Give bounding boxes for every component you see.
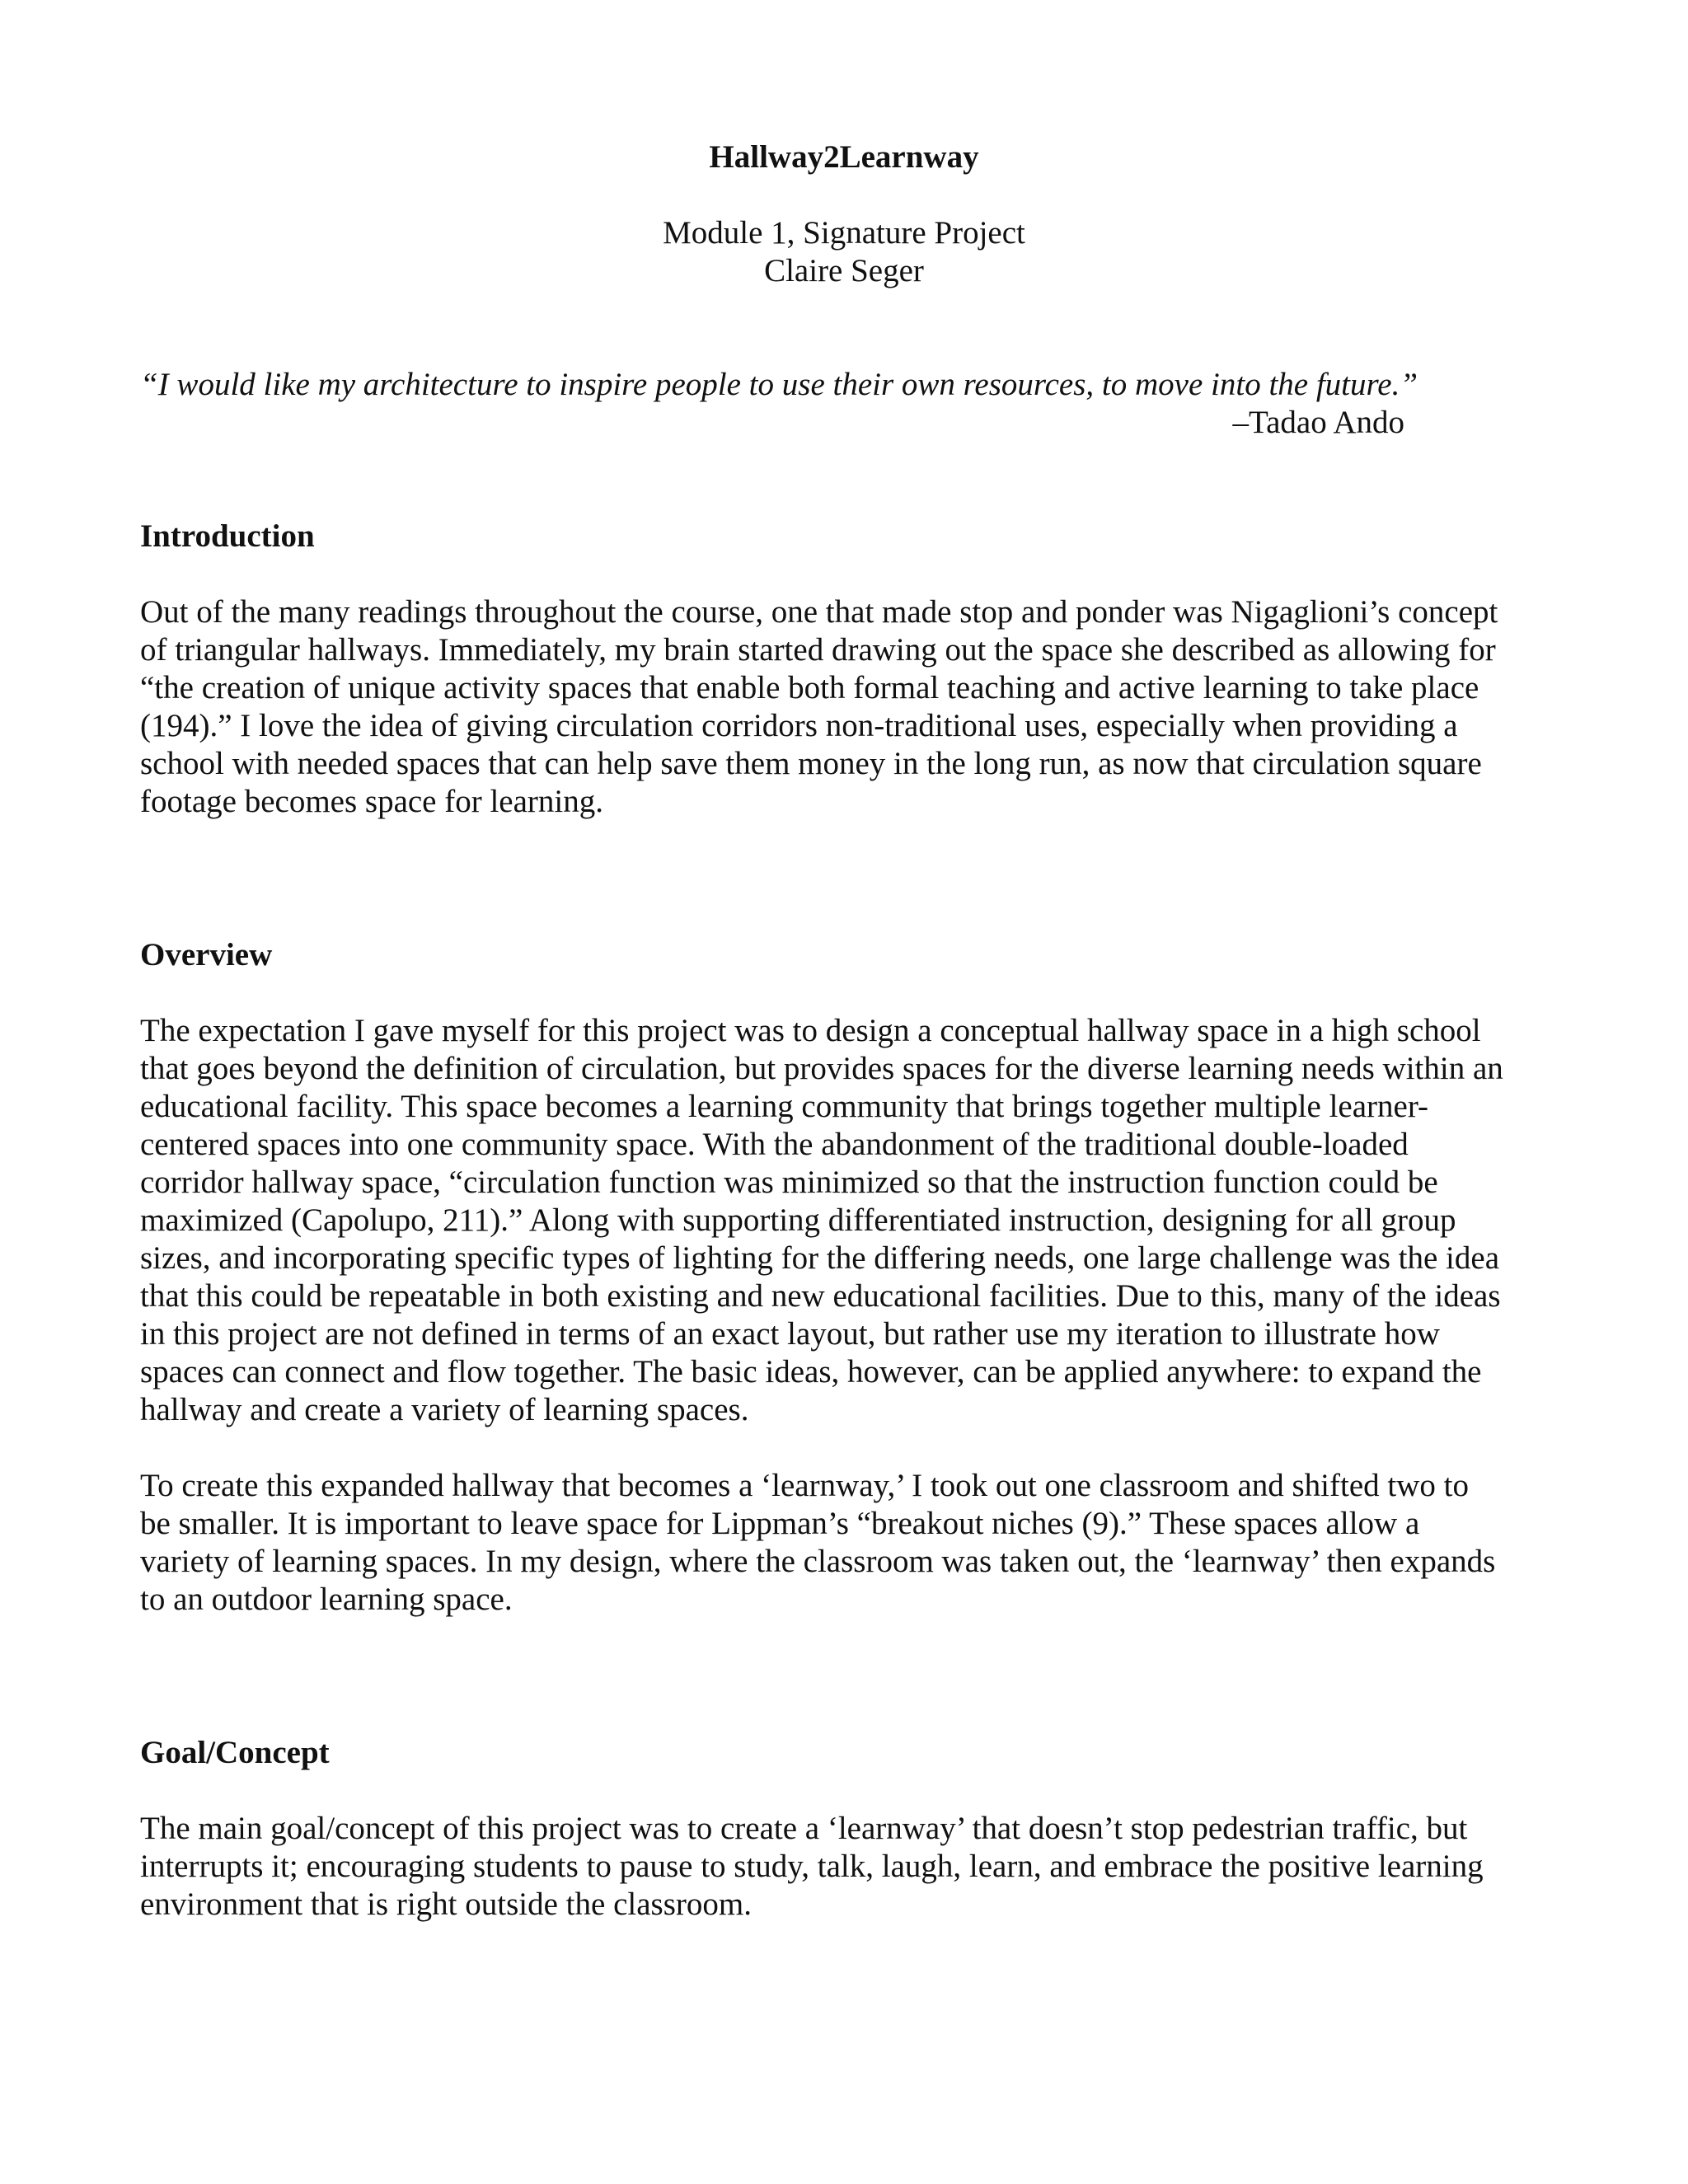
text-line: school with needed spaces that can help save them money in the long run, as now that circulation square: [140, 746, 1482, 781]
overview-paragraph-1: [140, 1012, 1558, 1429]
text-line: hallway and create a variety of learning spaces.: [140, 1392, 749, 1427]
introduction-heading: Introduction: [140, 518, 315, 554]
text-line: that goes beyond the definition of circulation, but provides spaces for the diverse learning needs within an: [140, 1051, 1503, 1086]
document-subtitle: Module 1, Signature Project: [663, 215, 1025, 251]
text-line: Out of the many readings throughout the course, one that made stop and ponder was Nigaglioni’s concept: [140, 594, 1498, 630]
text-line: corridor hallway space, “circulation function was minimized so that the instruction function could be: [140, 1165, 1438, 1200]
document-title: Hallway2Learnway: [709, 139, 979, 175]
text-line: in this project are not defined in terms of an exact layout, but rather use my iteration to illustrate how: [140, 1316, 1440, 1352]
document-author: Claire Seger: [764, 253, 924, 288]
introduction-paragraph: [140, 593, 1558, 821]
epigraph-quote: “I would like my architecture to inspire people to use their own resources, to move into the future.”: [140, 367, 1418, 402]
text-line: to an outdoor learning space.: [140, 1582, 513, 1617]
text-line: of triangular hallways. Immediately, my brain started drawing out the space she described as allowing for: [140, 632, 1496, 668]
overview-paragraph-2: [140, 1467, 1558, 1619]
text-line: sizes, and incorporating specific types of lighting for the differing needs, one large challenge was the idea: [140, 1240, 1500, 1276]
text-line: “the creation of unique activity spaces that enable both formal teaching and active learning to take place: [140, 670, 1479, 705]
text-line: interrupts it; encouraging students to pause to study, talk, laugh, learn, and embrace the positive learning: [140, 1849, 1484, 1884]
epigraph-attribution: –Tadao Ando: [1232, 405, 1404, 440]
text-line: be smaller. It is important to leave space for Lippman’s “breakout niches (9).” These spaces allow a: [140, 1506, 1420, 1541]
text-line: centered spaces into one community space. With the abandonment of the traditional double-loaded: [140, 1127, 1409, 1162]
goal-heading: Goal/Concept: [140, 1735, 330, 1770]
text-line: footage becomes space for learning.: [140, 784, 603, 819]
text-line: educational facility. This space becomes a learning community that brings together multiple learner-: [140, 1089, 1429, 1124]
text-line: environment that is right outside the classroom.: [140, 1886, 752, 1922]
text-line: maximized (Capolupo, 211).” Along with supporting differentiated instruction, designing for all group: [140, 1202, 1456, 1238]
text-line: The main goal/concept of this project was to create a ‘learnway’ that doesn’t stop pedestrian traffic, but: [140, 1811, 1468, 1846]
goal-paragraph: [140, 1810, 1558, 1924]
text-line: (194).” I love the idea of giving circulation corridors non-traditional uses, especially when providing a: [140, 708, 1458, 743]
text-line: spaces can connect and flow together. The basic ideas, however, can be applied anywhere: to expand the: [140, 1354, 1482, 1390]
overview-heading: Overview: [140, 937, 273, 972]
text-line: To create this expanded hallway that becomes a ‘learnway,’ I took out one classroom and shifted two to: [140, 1468, 1469, 1503]
text-line: that this could be repeatable in both existing and new educational facilities. Due to this, many of the ideas: [140, 1278, 1501, 1314]
text-line: variety of learning spaces. In my design, where the classroom was taken out, the ‘learnway’ then expands: [140, 1544, 1496, 1579]
text-line: The expectation I gave myself for this project was to design a conceptual hallway space in a high school: [140, 1013, 1481, 1048]
